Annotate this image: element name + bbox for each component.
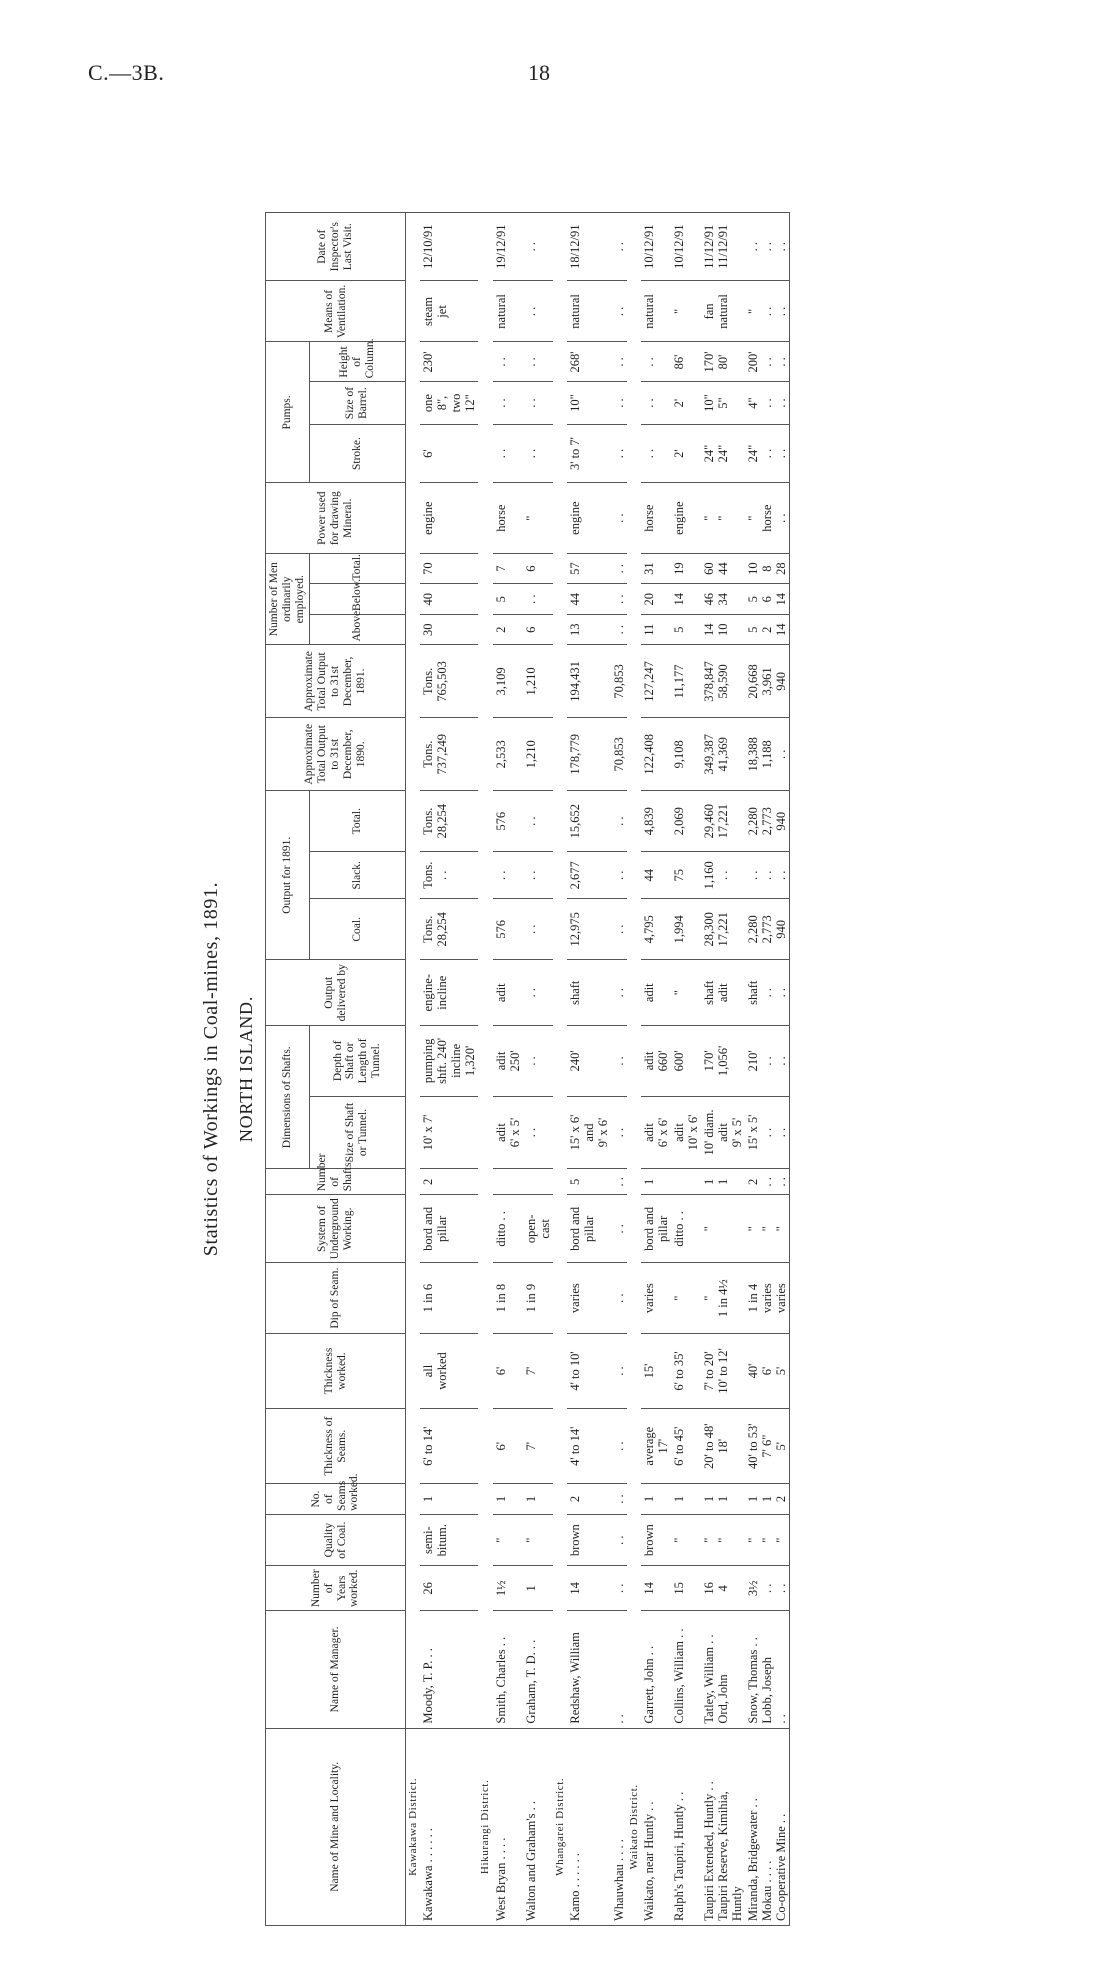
years-worked: 1½ [493,1566,523,1611]
manager-name: Moody, T. P. . . [420,1611,478,1728]
delivered-by: " [671,960,701,1026]
size-shaft: 15' x 5' . . . . [745,1096,790,1169]
total-1890: 1,210 [523,718,553,791]
dip: . . [611,1263,627,1333]
header-slack: Slack. [309,852,405,899]
coal-quality: " [671,1514,701,1566]
coal-output: 12,975 [567,899,611,960]
years-worked: 1 [523,1566,553,1611]
dip: 1 in 9 [523,1263,553,1333]
total-1891: 378,847 58,590 [701,645,745,718]
total-1891: 70,853 [611,645,627,718]
thickness-seams: 40' to 53' 7' 6" 5' [745,1409,790,1484]
barrel: one 8", two 12" [420,382,478,424]
mine-name: Miranda, Bridgewater . . Mokau . . . . Co-operative Mine . . [745,1728,790,1925]
delivered-by: engine- incline [420,960,478,1026]
manager-name: Graham, T. D. . . [523,1611,553,1728]
seams-worked: 1 [493,1484,523,1515]
dip: " [671,1263,701,1333]
ventilation: " . . . . [745,281,790,342]
power: " horse . . [745,483,790,553]
slack-output: . . [611,852,627,899]
column-height: 268' [567,342,611,382]
table-row [567,213,611,1926]
barrel: 10" 5" [701,382,745,424]
header-dimensions: Dimensions of Shafts. [266,1026,310,1169]
rotated-table-block [200,212,900,1926]
header-men-total: Total. [309,553,405,584]
thickness-seams: 4' to 14' [567,1409,611,1484]
barrel: . . [523,382,553,424]
district-name: Waikato District. [627,1728,641,1925]
men-above: 2 [493,614,523,645]
mine-name: Waikato, near Huntly . . [641,1728,671,1925]
header-system: System of Underground Working. [266,1195,406,1263]
num-shafts [523,1169,553,1195]
dip: 1 in 8 [493,1263,523,1333]
header-above: Above. [309,614,405,645]
last-visit: 19/12/91 [493,213,523,281]
men-below: . . [523,584,553,615]
depth-shaft: . . [611,1026,627,1096]
total-1890: Tons. 737,249 [420,718,478,791]
coal-quality: " [493,1514,523,1566]
column-height: . . [523,342,553,382]
header-coal: Coal. [309,899,405,960]
men-above: . . [611,614,627,645]
header-ventilation: Means of Ventilation. [266,281,406,342]
manager-name: Garrett, John . . [641,1611,671,1728]
men-total: 7 [493,553,523,584]
ventilation: natural [567,281,611,342]
page-identifier: C.—3B. [88,60,165,85]
seams-worked: 1 [523,1484,553,1515]
years-worked: 14 [641,1566,671,1611]
dip: 1 in 6 [420,1263,478,1333]
power: horse [641,483,671,553]
system: . . [611,1195,627,1263]
coal-quality: " " " [745,1514,790,1566]
column-height: . . [493,342,523,382]
table-subtitle: NORTH ISLAND. [236,995,256,1143]
slack-output: 2,677 [567,852,611,899]
num-shafts: . . [611,1169,627,1195]
thickness-seams: 6' to 14' [420,1409,478,1484]
district-row [553,213,567,1926]
size-shaft: . . [611,1096,627,1169]
district-name: Whangarei District. [553,1728,567,1925]
header-output-total: Total. [309,791,405,852]
coal-output: . . [611,899,627,960]
last-visit: 12/10/91 [420,213,478,281]
total-output: 2,069 [671,791,701,852]
slack-output: 44 [641,852,671,899]
table-row [523,213,553,1926]
header-depth-shaft: Depth of Shaft or Length of Tunnel. [309,1026,405,1096]
seams-worked: 2 [567,1484,611,1515]
total-1891: 20,668 3,961 940 [745,645,790,718]
seams-worked: 1 [420,1484,478,1515]
last-visit: 10/12/91 [641,213,671,281]
depth-shaft: pumping shft. 240' incline 1,320' [420,1026,478,1096]
num-shafts: 1 1 [701,1169,745,1195]
coal-quality: semi- bitum. [420,1514,478,1566]
num-shafts: 1 [641,1169,671,1195]
column-height: . . [611,342,627,382]
mine-name: Walton and Graham's . . [523,1728,553,1925]
mine-name: West Bryan . . . . [493,1728,523,1925]
barrel: . . [641,382,671,424]
header-last-visit: Date of Inspector's Last Visit. [266,213,406,281]
stroke: 24" . . . . [745,424,790,483]
total-output: 2,280 2,773 940 [745,791,790,852]
total-1890: 349,387 41,369 [701,718,745,791]
coal-quality: " " [701,1514,745,1566]
system: bord and pillar [641,1195,671,1263]
men-total: 6 [523,553,553,584]
men-below: 5 6 14 [745,584,790,615]
manager-name: Tatley, William . . Ord, John [701,1611,745,1728]
depth-shaft: 600' [671,1026,701,1096]
ventilation: steam jet [420,281,478,342]
coal-output: . . [523,899,553,960]
num-shafts: 2 . . . . [745,1169,790,1195]
total-1890: 2,533 [493,718,523,791]
thickness-worked: 7' to 20' 10' to 12' [701,1333,745,1408]
header-mine: Name of Mine and Locality. [266,1728,406,1925]
total-output: 29,460 17,221 [701,791,745,852]
size-shaft: 15' x 6' and 9' x 6' [567,1096,611,1169]
column-height: 170' 80' [701,342,745,382]
total-output: Tons. 28,254 [420,791,478,852]
table-row [420,213,478,1926]
dip: " 1 in 4½ [701,1263,745,1333]
thickness-seams: . . [611,1409,627,1484]
total-1890: 18,388 1,188 . . [745,718,790,791]
power: engine [671,483,701,553]
manager-name: Snow, Thomas . . Lobb, Joseph . . [745,1611,790,1728]
column-height: . . [641,342,671,382]
num-shafts [671,1169,701,1195]
manager-name: . . [611,1611,627,1728]
manager-name: Redshaw, William [567,1611,611,1728]
page-number: 18 [528,60,550,85]
thickness-seams: average 17' [641,1409,671,1484]
ventilation: natural [641,281,671,342]
men-total: 10 8 28 [745,553,790,584]
size-shaft: 10' x 7' [420,1096,478,1169]
size-shaft: 10' diam. adit 9' x 5' [701,1096,745,1169]
num-shafts [493,1169,523,1195]
slack-output: . . [523,852,553,899]
system: ditto . . [493,1195,523,1263]
district-name: Hikurangi District. [478,1728,492,1925]
years-worked: 26 [420,1566,478,1611]
power: " " [701,483,745,553]
ventilation: natural [493,281,523,342]
years-worked: 15 [671,1566,701,1611]
system: bord and pillar [420,1195,478,1263]
stroke: . . [493,424,523,483]
last-visit: 10/12/91 [671,213,701,281]
total-1891: 194,431 [567,645,611,718]
header-total-1890: Approximate Total Output to 31st December, 1890. [266,718,406,791]
depth-shaft: adit 660' [641,1026,671,1096]
thickness-worked: . . [611,1333,627,1408]
barrel: 4" . . . . [745,382,790,424]
system: bord and pillar [567,1195,611,1263]
header-size-shaft: Size of Shaft or Tunnel. [309,1096,405,1169]
men-below: 5 [493,584,523,615]
total-output: 15,652 [567,791,611,852]
dip: 1 in 4 varies varies [745,1263,790,1333]
men-above: 13 [567,614,611,645]
men-above: 14 10 [701,614,745,645]
last-visit: 11/12/91 11/12/91 [701,213,745,281]
power: engine [420,483,478,553]
depth-shaft: 170' 1,056' [701,1026,745,1096]
system: open- cast [523,1195,553,1263]
slack-output: . . [493,852,523,899]
stroke: . . [611,424,627,483]
header-seams: No. of Seams worked. [266,1484,406,1515]
total-1891: 127,247 [641,645,671,718]
system: " [701,1195,745,1263]
last-visit: . . . . . . [745,213,790,281]
header-dip: Dip of Seam. [266,1263,406,1333]
men-below: . . [611,584,627,615]
years-worked: 14 [567,1566,611,1611]
ventilation: . . [611,281,627,342]
system: " " " [745,1195,790,1263]
ventilation: " [671,281,701,342]
barrel: 2' [671,382,701,424]
barrel: 10" [567,382,611,424]
size-shaft: adit 6' x 5' [493,1096,523,1169]
coal-output: 28,300 17,221 [701,899,745,960]
header-output-1891: Output for 1891. [266,791,310,960]
thickness-worked: 6' [493,1333,523,1408]
header-manager: Name of Manager. [266,1611,406,1728]
seams-worked: 1 1 2 [745,1484,790,1515]
delivered-by: adit [641,960,671,1026]
header-thickness-worked: Thickness worked. [266,1333,406,1408]
header-total-1891: Approximate Total Output to 31st December, 1891. [266,645,406,718]
delivered-by: shaft . . . . [745,960,790,1026]
seams-worked: 1 1 [701,1484,745,1515]
total-1891: 11,177 [671,645,701,718]
ventilation: . . [523,281,553,342]
power: engine [567,483,611,553]
last-visit: . . [523,213,553,281]
column-height: 230' [420,342,478,382]
slack-output: 75 [671,852,701,899]
header-barrel: Size of Barrel. [309,382,405,424]
last-visit: . . [611,213,627,281]
men-below: 44 [567,584,611,615]
table-row [701,213,745,1926]
mine-name: Kamo . . . . . . [567,1728,611,1925]
stroke: 6' [420,424,478,483]
thickness-seams: 7' [523,1409,553,1484]
barrel: . . [611,382,627,424]
stroke: . . [523,424,553,483]
men-total: 31 [641,553,671,584]
men-total: . . [611,553,627,584]
thickness-worked: 4' to 10' [567,1333,611,1408]
total-1891: 1,210 [523,645,553,718]
years-worked: 16 4 [701,1566,745,1611]
delivered-by: shaft adit [701,960,745,1026]
mine-name: Ralph's Taupiri, Huntly . . [671,1728,701,1925]
depth-shaft: adit 250' [493,1026,523,1096]
men-above: 11 [641,614,671,645]
total-1891: 3,109 [493,645,523,718]
coal-output: 2,280 2,773 940 [745,899,790,960]
column-height: 86' [671,342,701,382]
num-shafts: 2 [420,1169,478,1195]
table-row [745,213,790,1926]
total-output: . . [523,791,553,852]
coal-output: 4,795 [641,899,671,960]
men-below: 14 [671,584,701,615]
years-worked: . . [611,1566,627,1611]
power: . . [611,483,627,553]
coal-quality: . . [611,1514,627,1566]
coal-quality: brown [641,1514,671,1566]
table-row [671,213,701,1926]
men-total: 19 [671,553,701,584]
stroke: 3' to 7' [567,424,611,483]
total-output: . . [611,791,627,852]
district-name: Kawakawa District. [406,1728,421,1925]
header-power: Power used for drawing Mineral. [266,483,406,553]
district-row [478,213,492,1926]
total-1890: 70,853 [611,718,627,791]
slack-output: Tons. . . [420,852,478,899]
header-thickness-seams: Thickness of Seams. [266,1409,406,1484]
header-column: Height of Column. [309,342,405,382]
coal-quality: brown [567,1514,611,1566]
total-1890: 9,108 [671,718,701,791]
men-below: 40 [420,584,478,615]
thickness-worked: 40' 6' 5' [745,1333,790,1408]
seams-worked: 1 [671,1484,701,1515]
men-above: 5 [671,614,701,645]
header-below: Below. [309,584,405,615]
depth-shaft: 210' . . . . [745,1026,790,1096]
thickness-worked: all worked [420,1333,478,1408]
power: horse [493,483,523,553]
size-shaft: adit 10' x 6' [671,1096,701,1169]
district-row [406,213,421,1926]
size-shaft: adit 6' x 6' [641,1096,671,1169]
district-row [627,213,641,1926]
delivered-by: . . [523,960,553,1026]
dip: varies [641,1263,671,1333]
slack-output: 1,160 . . [701,852,745,899]
total-1890: 122,408 [641,718,671,791]
header-quality: Quality of Coal. [266,1514,406,1566]
thickness-worked: 6' to 35' [671,1333,701,1408]
total-output: 576 [493,791,523,852]
men-total: 57 [567,553,611,584]
men-above: 6 [523,614,553,645]
table-row [611,213,627,1926]
coal-quality: " [523,1514,553,1566]
total-1890: 178,779 [567,718,611,791]
num-shafts: 5 [567,1169,611,1195]
depth-shaft: 240' [567,1026,611,1096]
barrel: . . [493,382,523,424]
coal-output: Tons. 28,254 [420,899,478,960]
depth-shaft: . . [523,1026,553,1096]
manager-name: Smith, Charles . . [493,1611,523,1728]
seams-worked: . . [611,1484,627,1515]
table-row [493,213,523,1926]
seams-worked: 1 [641,1484,671,1515]
header-num-shafts: Number of Shafts. [266,1169,406,1195]
delivered-by: . . [611,960,627,1026]
stroke: . . [641,424,671,483]
power: " [523,483,553,553]
men-above: 30 [420,614,478,645]
mine-name: Whauwhau . . . . [611,1728,627,1925]
header-years: Number of Years worked. [266,1566,406,1611]
header-stroke: Stroke. [309,424,405,483]
thickness-worked: 7' [523,1333,553,1408]
header-pumps: Pumps. [266,342,310,483]
last-visit: 18/12/91 [567,213,611,281]
men-below: 20 [641,584,671,615]
dip: varies [567,1263,611,1333]
years-worked: 3½ . . . . [745,1566,790,1611]
table-row [641,213,671,1926]
coal-output: 1,994 [671,899,701,960]
ventilation: fan natural [701,281,745,342]
delivered-by: adit [493,960,523,1026]
thickness-seams: 20' to 48' 18' [701,1409,745,1484]
men-total: 60 44 [701,553,745,584]
thickness-seams: 6' to 45' [671,1409,701,1484]
table-title: Statistics of Workings in Coal-mines, 1891. [200,881,222,1257]
coal-mine-statistics-table [265,212,790,1926]
slack-output: . . . . . . [745,852,790,899]
size-shaft: . . [523,1096,553,1169]
manager-name: Collins, William . . [671,1611,701,1728]
coal-output: 576 [493,899,523,960]
header-delivered: Output delivered by [266,960,406,1026]
system: ditto . . [671,1195,701,1263]
header-men: Number of Men ordinarily employed. [266,553,310,645]
total-output: 4,839 [641,791,671,852]
stroke: 24" 24" [701,424,745,483]
total-1891: Tons. 765,503 [420,645,478,718]
men-below: 46 34 [701,584,745,615]
thickness-seams: 6' [493,1409,523,1484]
men-above: 5 2 14 [745,614,790,645]
thickness-worked: 15' [641,1333,671,1408]
column-height: 200' . . . . [745,342,790,382]
mine-name: Kawakawa . . . . . . [420,1728,478,1925]
stroke: 2' [671,424,701,483]
mine-name: Taupiri Extended, Huntly . . Taupiri Reserve, Kimihia, Huntly [701,1728,745,1925]
men-total: 70 [420,553,478,584]
delivered-by: shaft [567,960,611,1026]
